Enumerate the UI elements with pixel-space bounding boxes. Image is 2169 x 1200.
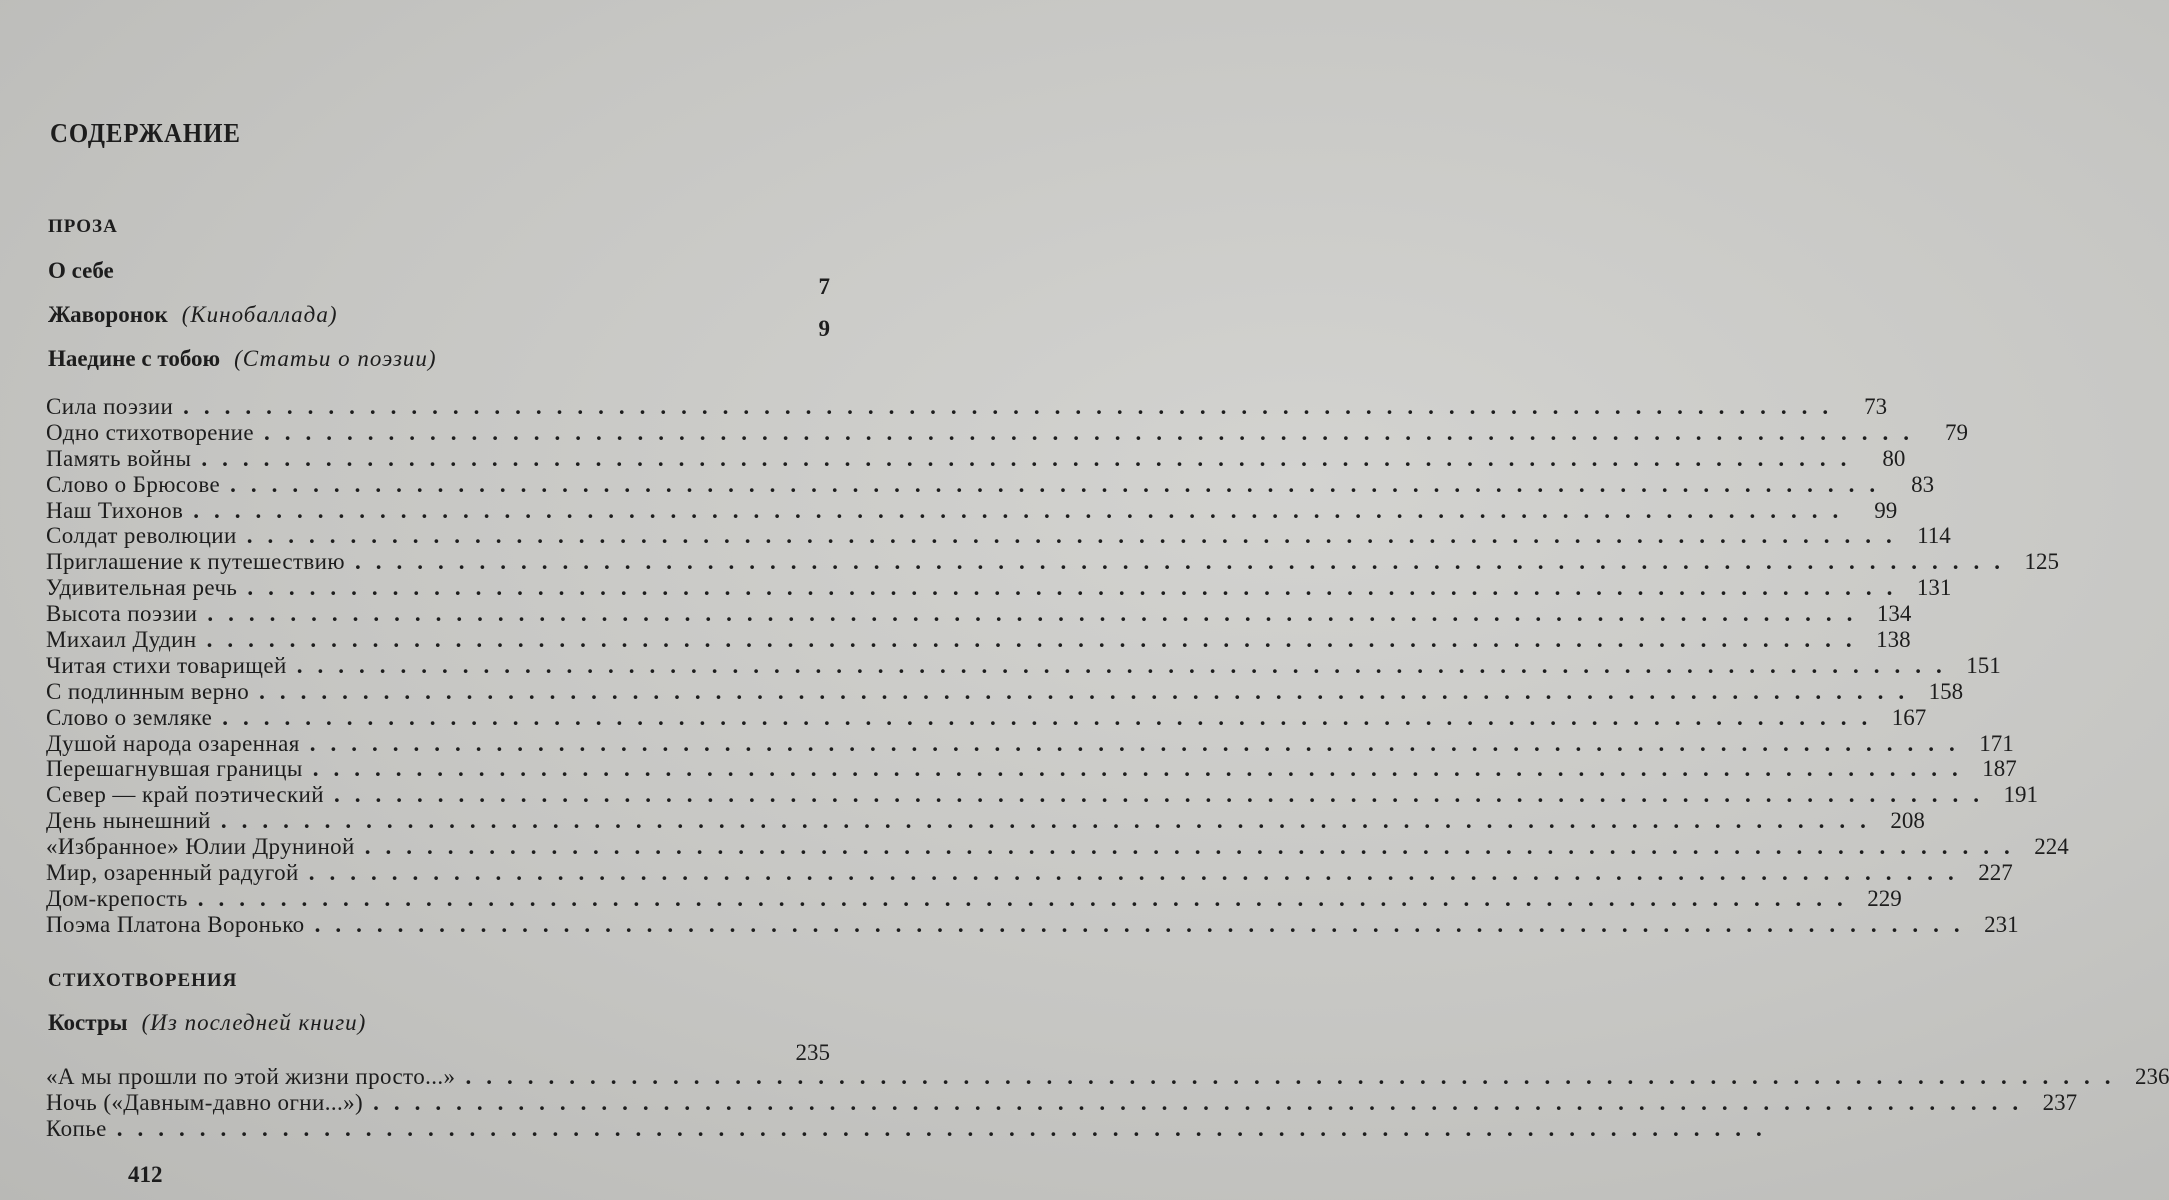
dot-leader: ................................................................................ [312, 756, 1973, 782]
toc-entry [46, 549, 2059, 575]
part-alone [48, 346, 437, 372]
section-poems-title: СТИХОТВОРЕНИЯ [48, 970, 238, 991]
toc-entry-page: 171 [1979, 730, 2014, 756]
dot-leader: ................................................................................ [183, 394, 1844, 419]
toc-entry-title: Слово о земляке [46, 704, 213, 730]
toc-entry-page: 229 [1867, 885, 1902, 911]
dot-leader: ................................................................................ [309, 730, 1970, 756]
toc-entry [46, 445, 1906, 472]
toc-entry-page: 131 [1916, 575, 1952, 601]
toc-entry-page: 83 [1911, 471, 1935, 497]
toc-entry-title: День нынешний [46, 808, 211, 834]
dot-leader: ................................................................................ [259, 678, 1920, 704]
dot-leader: ................................................................................ [206, 627, 1867, 653]
part-about-self-title: О себе [48, 258, 114, 283]
toc-entry-page: 73 [1864, 394, 1888, 419]
toc-entry-title: Память войны [46, 445, 192, 471]
toc-entry-page: 167 [1891, 704, 1927, 730]
toc-entry-page: 99 [1874, 497, 1898, 523]
dot-leader: ................................................................................ [116, 1115, 1777, 1141]
dot-leader: ................................................................................ [193, 497, 1854, 523]
dot-leader: ................................................................................ [222, 704, 1883, 730]
toc-entry [46, 808, 1925, 834]
dot-leader: ................................................................................ [308, 860, 1969, 886]
toc-entry-title: Читая стихи товарищей [46, 652, 287, 678]
dot-leader: ................................................................................ [333, 782, 1994, 808]
toc-entry [46, 1089, 2078, 1116]
part-about-self-page: 7 [818, 274, 830, 299]
toc-entry-title: Удивительная речь [46, 575, 238, 601]
dot-leader: ................................................................................ [373, 1089, 2034, 1115]
toc-entry [46, 1115, 1777, 1142]
toc-entry-page: 224 [2034, 834, 2069, 860]
part-lark-subtitle: (Кинобаллада) [181, 302, 338, 327]
toc-entry-title: Поэма Платона Воронько [46, 911, 305, 937]
toc-entry [46, 575, 1952, 601]
toc-entry-page: 80 [1882, 445, 1906, 471]
toc-entry-title: «А мы прошли по этой жизни просто...» [46, 1064, 456, 1089]
toc-entry-title: Север — край поэтический [46, 782, 324, 808]
toc-entry-page: 208 [1890, 808, 1925, 834]
part-lark [48, 302, 337, 328]
toc-entry-title: Слово о Брюсове [46, 471, 221, 497]
part-fires [48, 1010, 366, 1036]
page-number: 412 [128, 1162, 163, 1187]
toc-entry [46, 1064, 2169, 1090]
toc-entry-page: 138 [1876, 627, 1911, 653]
toc-entry [46, 419, 1968, 446]
toc-entry-page: 158 [1928, 678, 1964, 704]
toc-entry-page: 134 [1876, 601, 1912, 627]
poems-list [46, 1040, 2169, 1142]
toc-entry-page: 231 [1984, 911, 2019, 937]
toc-entry [46, 782, 2038, 808]
dot-leader: ................................................................................ [465, 1064, 2126, 1089]
toc-entry [46, 652, 2001, 679]
toc-entry-title: Солдат революции [46, 523, 237, 549]
dot-leader: ................................................................................ [263, 419, 1924, 445]
part-fires-title: Костры [48, 1010, 128, 1035]
part-fires-subtitle: (Из последней книги) [141, 1010, 367, 1035]
dot-leader: ................................................................................ [364, 834, 2025, 860]
toc-entry-page: 187 [1982, 756, 2017, 782]
toc-entry [46, 704, 1927, 731]
toc-entry [46, 601, 1912, 627]
toc-entry-title: «Избранное» Юлии Друниной [46, 834, 355, 860]
toc-entry-title: Приглашение к путешествию [46, 549, 345, 575]
dot-leader: ................................................................................ [220, 808, 1881, 834]
toc-entry-page: 227 [1978, 860, 2013, 886]
part-alone-title: Наедине с тобою [48, 346, 221, 371]
toc-entry-title: Копье [46, 1115, 107, 1141]
dot-leader: ................................................................................ [207, 601, 1868, 627]
toc-entry-page: 79 [1944, 419, 1968, 445]
toc-entry [46, 911, 2019, 938]
section-prose-title: ПРОЗА [48, 216, 118, 237]
toc-entry [46, 834, 2069, 860]
dot-leader: ................................................................................ [246, 523, 1907, 549]
toc-entry-page: 125 [2024, 549, 2059, 575]
toc-entry-title: Перешагнувшая границы [46, 756, 303, 782]
toc-entry [46, 730, 2014, 757]
part-lark-title: Жаворонок [48, 302, 168, 327]
toc-entry [46, 627, 1911, 653]
toc-entry-title: Наш Тихонов [46, 497, 184, 523]
toc-entry [46, 471, 1935, 498]
toc-entry [46, 497, 1898, 524]
articles-list [46, 394, 2069, 938]
toc-entry [46, 678, 1964, 705]
dot-leader: ................................................................................ [197, 885, 1858, 911]
dot-leader: ................................................................................ [230, 471, 1891, 497]
toc-entry-title: Сила поэзии [46, 394, 174, 419]
toc-entry [46, 394, 1888, 420]
dot-leader: ................................................................................ [354, 549, 2015, 575]
toc-entry-title: Мир, озаренный радугой [46, 860, 299, 886]
dot-leader: ................................................................................ [201, 445, 1862, 471]
part-lark-page: 9 [818, 316, 830, 341]
toc-entry [46, 523, 1951, 549]
toc-entry [46, 860, 2013, 886]
toc-entry-page: 191 [2003, 782, 2038, 808]
dot-leader: ................................................................................ [247, 575, 1908, 601]
toc-entry-title: С подлинным верно [46, 678, 250, 704]
toc-entry-title: Одно стихотворение [46, 419, 254, 445]
part-alone-subtitle: (Статьи о поэзии) [234, 346, 437, 371]
toc-entry-page: 114 [1917, 523, 1951, 549]
toc-entry-title: Михаил Дудин [46, 627, 197, 653]
poems-first-page: 235 [795, 1040, 830, 1065]
dot-leader: ................................................................................ [314, 911, 1975, 937]
toc-entry-page: 151 [1966, 652, 2001, 678]
toc-entry-title: Дом-крепость [46, 885, 188, 911]
contents-heading: СОДЕРЖАНИЕ [50, 118, 241, 148]
dot-leader: ................................................................................ [296, 652, 1957, 678]
toc-entry-title: Высота поэзии [46, 601, 198, 627]
toc-entry-page: 236 [2134, 1064, 2169, 1089]
toc-entry-title: Ночь («Давным-давно огни...») [46, 1089, 364, 1115]
toc-entry [46, 756, 2017, 782]
toc-entry-title: Душой народа озаренная [46, 730, 300, 756]
toc-entry [46, 885, 1902, 912]
toc-entry-page: 237 [2042, 1089, 2078, 1115]
